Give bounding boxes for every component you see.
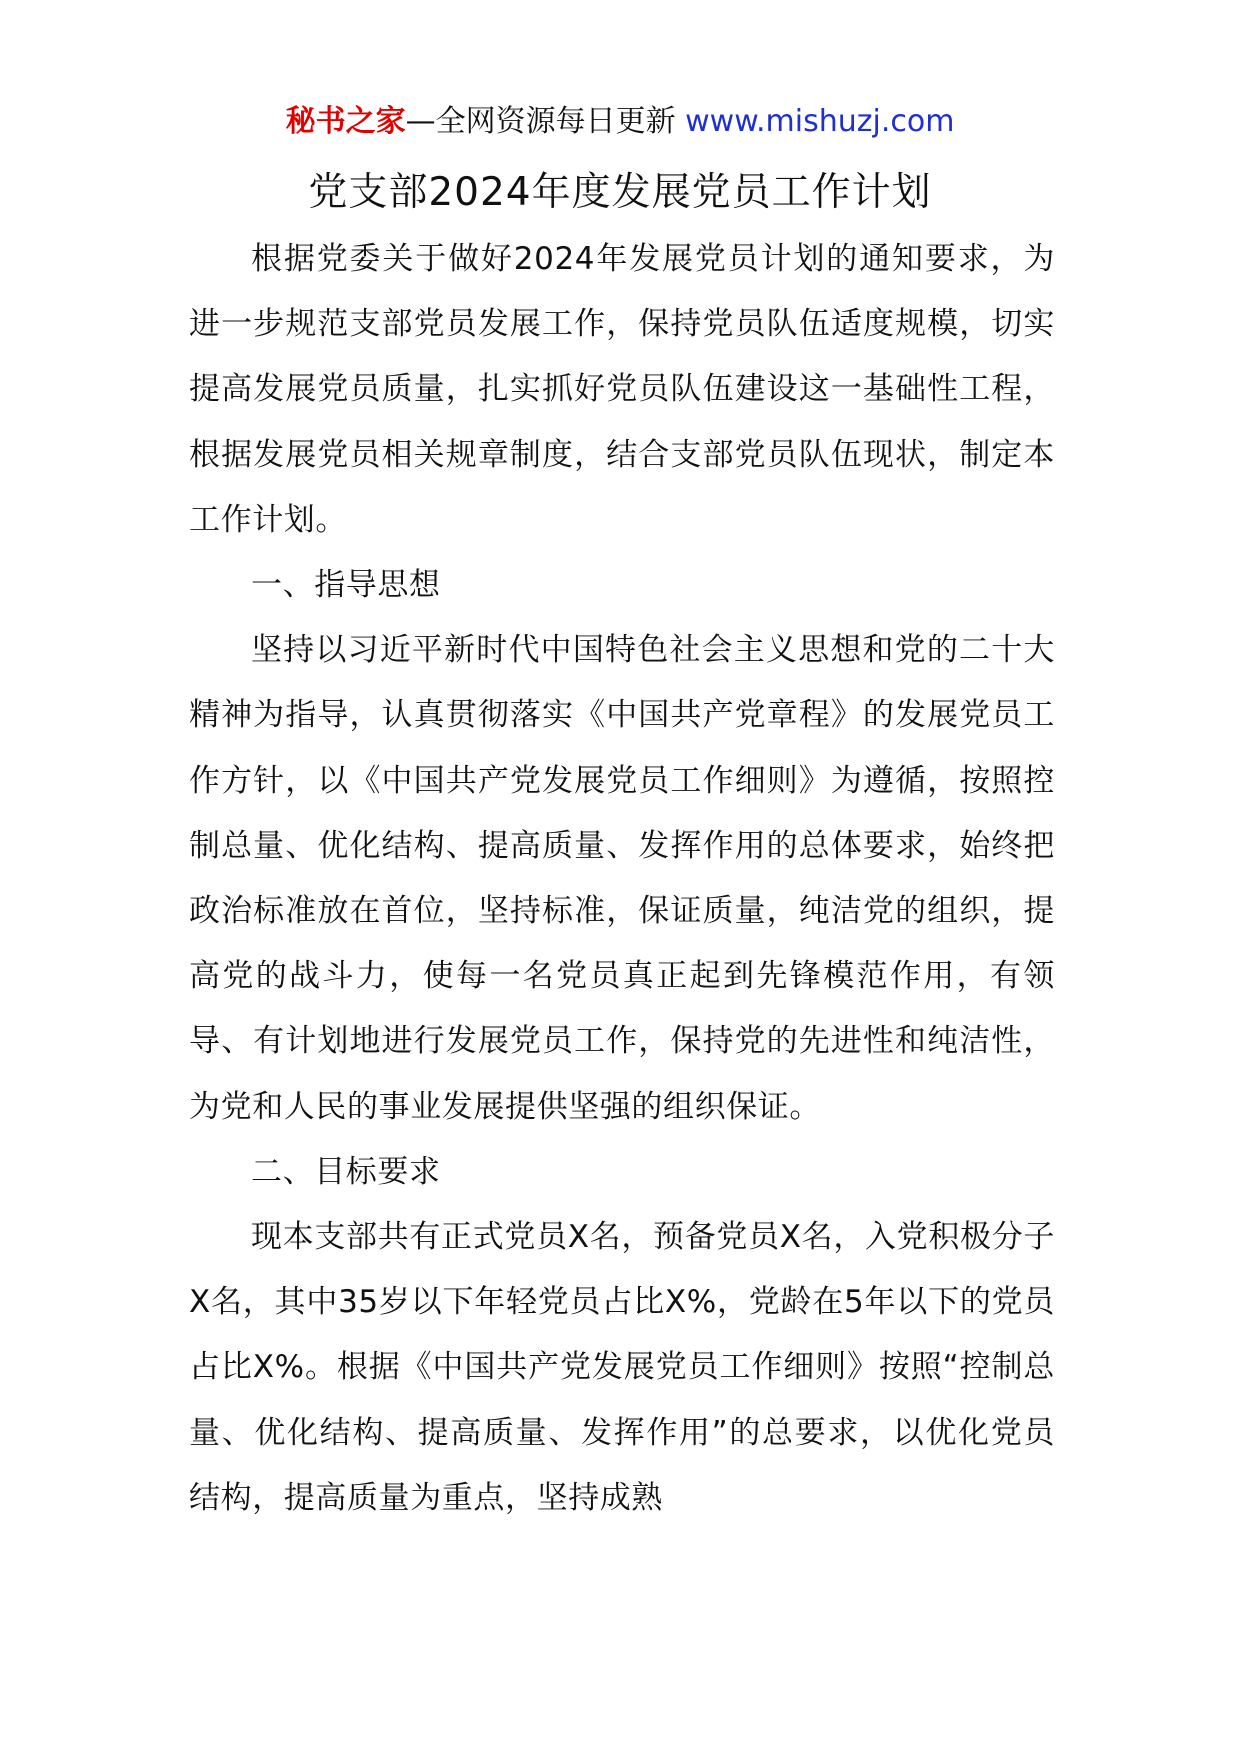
- document-body: [189, 227, 1055, 1531]
- brand-name: 秘书之家: [285, 104, 406, 139]
- site-url-link[interactable]: www.mishuzj.com: [685, 104, 955, 139]
- brand-tagline: —全网资源每日更新: [405, 104, 676, 139]
- watermark-header: [0, 100, 1240, 144]
- section-paragraph-goals: 现本支部共有正式党员X名，预备党员X名，入党积极分子X名，其中35岁以下年轻党员占比X%，党龄在5年以下的党员占比X%。根据《中国共产党发展党员工作细则》按照“控制总量、优化结构、提高质量、发挥作用”的总要求，以优化党员结构，提高质量为重点，坚持成熟: [189, 1219, 1055, 1516]
- intro-paragraph: 根据党委关于做好2024年发展党员计划的通知要求，为进一步规范支部党员发展工作，保持党员队伍适度规模，切实提高发展党员质量，扎实抓好党员队伍建设这一基础性工程，根据发展党员相关规章制度，结合支部党员队伍现状，制定本工作计划。: [189, 241, 1055, 538]
- section-heading-guiding-ideology: 一、指导思想: [251, 567, 441, 604]
- document-title: 党支部2024年度发展党员工作计划: [308, 170, 932, 215]
- section-heading-goals: 二、目标要求: [251, 1153, 441, 1190]
- section-paragraph-guiding-ideology: 坚持以习近平新时代中国特色社会主义思想和党的二十大精神为指导，认真贯彻落实《中国共产党章程》的发展党员工作方针，以《中国共产党发展党员工作细则》为遵循，按照控制总量、优化结构、提高质量、发挥作用的总体要求，始终把政治标准放在首位，坚持标准，保证质量，纯洁党的组织，提高党的战斗力，使每一名党员真正起到先锋模范作用，有领导、有计划地进行发展党员工作，保持党的先进性和纯洁性，为党和人民的事业发展提供坚强的组织保证。: [189, 632, 1055, 1125]
